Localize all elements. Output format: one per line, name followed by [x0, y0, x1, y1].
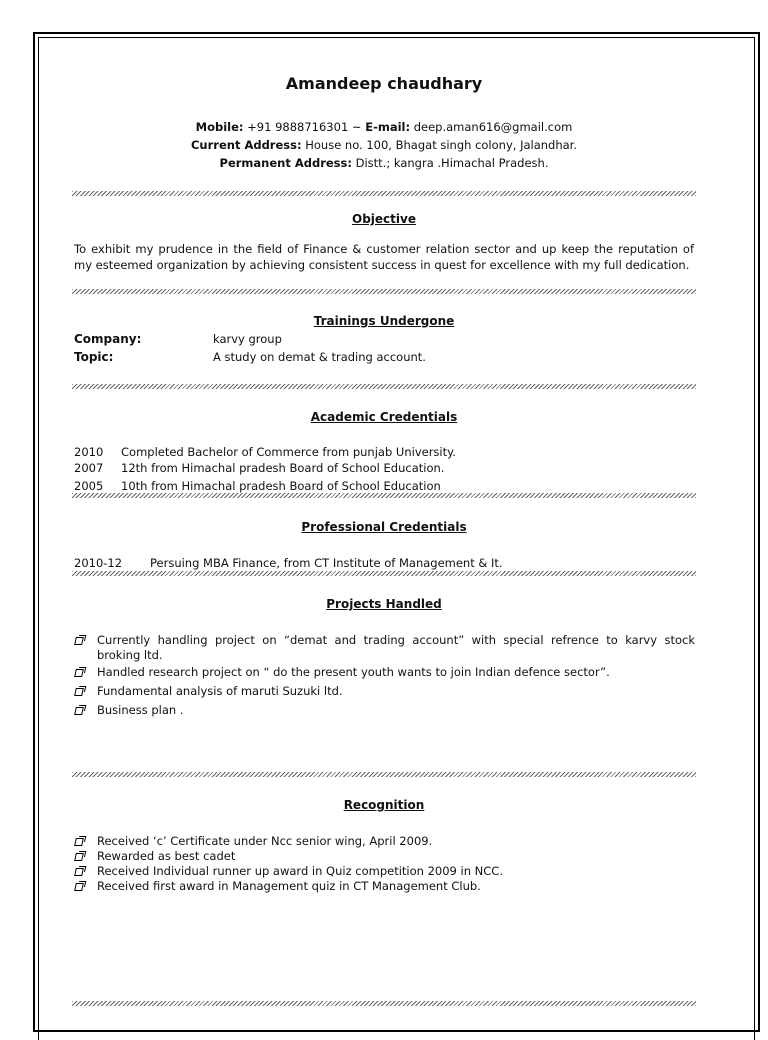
company-value: karvy group [213, 332, 282, 346]
recognition-item: Received Individual runner up award in Quiz competition 2009 in NCC. [97, 864, 503, 878]
objective-heading: Objective [352, 212, 416, 226]
objective-line-2: my esteemed organization by achieving consistent success in quest for excellence with my full dedication. [74, 258, 690, 272]
objective-line-1: To exhibit my prudence in the field of Finance & customer relation sector and up keep the reputation of [74, 242, 694, 256]
professional-year: 2010-12 [74, 556, 123, 570]
current-address-label: Current Address: [190, 138, 302, 152]
contact-permanent-address [0, 156, 768, 170]
section-divider [72, 772, 696, 777]
email-value[interactable]: deep.aman616@gmail.com [410, 120, 573, 134]
project-item-line-1: Currently handling project on “demat and trading account” with special refrence to karvy stock [97, 633, 695, 647]
section-divider [72, 493, 696, 498]
recognition-item: Rewarded as best cadet [97, 849, 236, 863]
professional-text: Persuing MBA Finance, from CT Institute of Management & It. [150, 556, 503, 570]
company-label: Company: [74, 332, 142, 346]
current-address-value: House no. 100, Bhagat singh colony, Jalandhar. [301, 138, 578, 152]
bullet-icon [74, 883, 84, 891]
section-divider [72, 191, 696, 196]
mobile-value: +91 9888716301 ~ [243, 120, 366, 134]
bullet-icon [74, 868, 84, 876]
topic-label: Topic: [74, 350, 114, 364]
academic-year: 2005 [74, 479, 104, 493]
bullet-icon [74, 838, 84, 846]
email-label: E-mail: [365, 120, 411, 134]
recognition-heading: Recognition [343, 798, 425, 812]
topic-value: A study on demat & trading account. [213, 350, 426, 364]
academic-text: Completed Bachelor of Commerce from punjab University. [121, 445, 456, 459]
professional-heading: Professional Credentials [301, 520, 467, 534]
bullet-icon [74, 688, 84, 696]
project-item: Business plan . [97, 703, 184, 717]
section-divider [72, 384, 696, 389]
academic-text: 10th from Himachal pradesh Board of School Education [121, 479, 441, 493]
bullet-icon [74, 637, 84, 645]
projects-heading: Projects Handled [326, 597, 442, 611]
section-divider [72, 571, 696, 576]
academic-text: 12th from Himachal pradesh Board of School Education. [121, 461, 445, 475]
permanent-address-label: Permanent Address: [219, 156, 352, 170]
contact-mobile-email [0, 120, 768, 134]
project-item-line-2: broking ltd. [97, 648, 163, 662]
bullet-icon [74, 853, 84, 861]
section-divider [72, 1001, 696, 1006]
academic-year: 2010 [74, 445, 104, 459]
permanent-address-value: Distt.; kangra .Himachal Pradesh. [351, 156, 549, 170]
recognition-item: Received ‘c’ Certificate under Ncc senior wing, April 2009. [97, 834, 433, 848]
project-item: Fundamental analysis of maruti Suzuki ltd. [97, 684, 343, 698]
academic-heading: Academic Credentials [310, 410, 458, 424]
section-divider [72, 289, 696, 294]
bullet-icon [74, 707, 84, 715]
candidate-name: Amandeep chaudhary [285, 74, 483, 93]
bullet-icon [74, 669, 84, 677]
project-item: Handled research project on “ do the present youth wants to join Indian defence sector”. [97, 665, 610, 679]
academic-year: 2007 [74, 461, 104, 475]
trainings-heading: Trainings Undergone [313, 314, 455, 328]
recognition-item: Received first award in Management quiz in CT Management Club. [97, 879, 481, 893]
contact-current-address [0, 138, 768, 152]
mobile-label: Mobile: [195, 120, 244, 134]
